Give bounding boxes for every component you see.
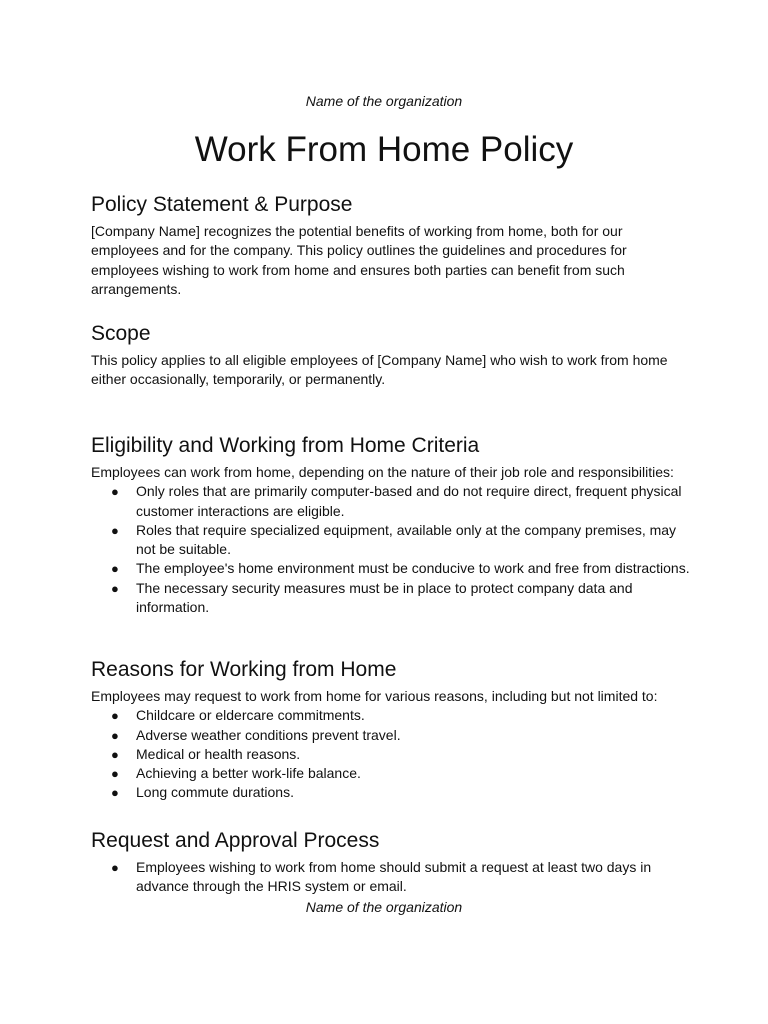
section-intro: Employees can work from home, depending on the nature of their job role and responsibilities: [91, 464, 674, 480]
section-heading: Reasons for Working from Home [91, 658, 397, 681]
bullet-icon: ● [111, 580, 119, 596]
section-request-approval [91, 828, 691, 897]
list-item-text: Achieving a better work-life balance. [136, 765, 361, 782]
organization-footer: Name of the organization [305, 899, 463, 915]
list-item [91, 579, 691, 618]
bullet-icon: ● [111, 522, 119, 538]
section-heading: Request and Approval Process [91, 829, 380, 852]
list-item-text: Adverse weather conditions prevent travel. [136, 726, 401, 743]
list-item [91, 858, 691, 897]
list-item-text: The necessary security measures must be in place to protect company data and information. [136, 579, 633, 616]
organization-header: Name of the organization [305, 93, 463, 109]
list-item-text: Only roles that are primarily computer-based and do not require direct, frequent physical customer interactions are eligible. [136, 483, 682, 519]
section-body: This policy applies to all eligible employees of [Company Name] who wish to work from home either occasionally, temporarily, or permanently. [91, 352, 668, 388]
bullet-icon: ● [111, 727, 119, 743]
section-heading: Eligibility and Working from Home Criteria [91, 434, 480, 457]
section-eligibility [91, 433, 691, 617]
bullet-icon: ● [111, 708, 119, 724]
bullet-icon: ● [111, 561, 119, 577]
list-item [91, 521, 691, 560]
list-item-text: Employees wishing to work from home should submit a request at least two days in advance through the HRIS system or email. [136, 859, 652, 895]
bullet-icon: ● [111, 766, 119, 782]
section-heading: Policy Statement & Purpose [91, 193, 353, 216]
section-reasons [91, 657, 691, 803]
bullet-icon: ● [111, 484, 119, 500]
list-item-text: Childcare or eldercare commitments. [136, 707, 365, 724]
list-item [91, 745, 691, 764]
list-item-text: Long commute durations. [136, 784, 294, 801]
reasons-list [91, 706, 691, 802]
list-item [91, 764, 691, 783]
list-item-text: Medical or health reasons. [136, 745, 301, 762]
request-list [91, 858, 691, 897]
list-item-text: Roles that require specialized equipment, available only at the company premises, may not be suitable. [136, 521, 677, 558]
section-body: [Company Name] recognizes the potential benefits of working from home, both for our employees and for the company. This policy outlines the guidelines and procedures for employees wishing to work from home and ensures both parties can benefit from such arrangements. [91, 223, 627, 297]
document-title: Work From Home Policy [194, 130, 574, 169]
list-item [91, 482, 691, 521]
eligibility-list [91, 482, 691, 617]
section-policy-statement [91, 192, 691, 299]
list-item [91, 726, 691, 745]
bullet-icon: ● [111, 785, 119, 801]
section-heading: Scope [91, 322, 151, 345]
bullet-icon: ● [111, 860, 119, 875]
list-item [91, 783, 691, 802]
list-item [91, 559, 691, 578]
section-intro: Employees may request to work from home for various reasons, including but not limited to: [91, 688, 658, 704]
section-scope [91, 321, 691, 390]
list-item [91, 706, 691, 725]
list-item-text: The employee's home environment must be conducive to work and free from distractions. [136, 560, 690, 577]
bullet-icon: ● [111, 746, 119, 762]
